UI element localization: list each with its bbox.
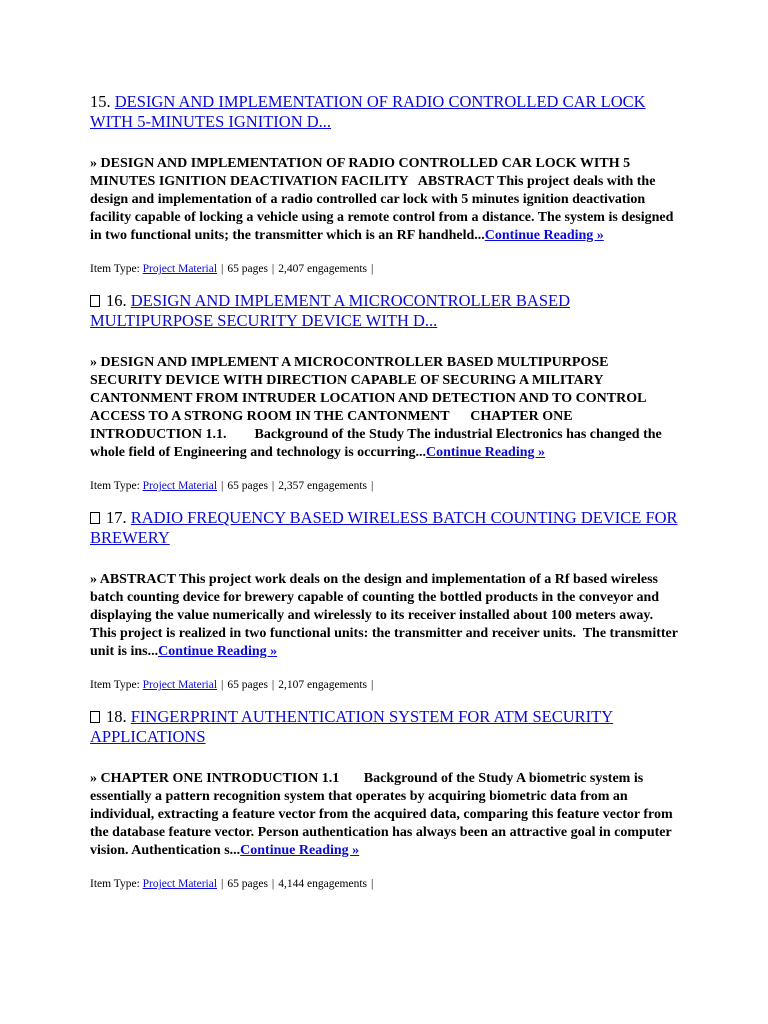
item-type-link[interactable]: Project Material: [142, 263, 218, 275]
meta-separator: |: [271, 480, 275, 492]
list-item: [90, 707, 680, 891]
item-meta: [90, 678, 680, 692]
meta-separator: |: [221, 263, 224, 275]
excerpt-text: » CHAPTER ONE INTRODUCTION 1.1 Background of the Study A biometric system is essentially a pattern recognition system that operates by acquiring biometric data from an individual, extracting a feature vector from the acquired data, comparing this feature vector from the database feature vector. Person authentication has always been an attractive goal in computer vision. Authentication s...: [90, 771, 677, 858]
item-type-link[interactable]: Project Material: [142, 480, 218, 492]
item-type-link[interactable]: Project Material: [142, 878, 218, 890]
page-count: 65 pages: [227, 679, 268, 691]
item-title-link[interactable]: FINGERPRINT AUTHENTICATION SYSTEM FOR ATM SECURITY APPLICATIONS: [90, 707, 614, 746]
meta-separator: |: [271, 679, 275, 691]
excerpt-text: » DESIGN AND IMPLEMENT A MICROCONTROLLER BASED MULTIPURPOSE SECURITY DEVICE WITH DIRECTION CAPABLE OF SECURING A MILITARY CANTONMENT FROM INTRUDER LOCATION AND DETECTION AND TO CONTROL ACCESS TO A STRONG ROOM IN THE CANTONMENT CHAPTER ONE INTRODUCTION 1.1. Background of the Study The industrial Electronics has changed the whole field of Engineering and technology is occurring...: [90, 355, 666, 460]
item-title-link[interactable]: DESIGN AND IMPLEMENTATION OF RADIO CONTROLLED CAR LOCK WITH 5-MINUTES IGNITION D...: [90, 92, 646, 131]
item-title: [90, 92, 680, 132]
excerpt-text: » ABSTRACT This project work deals on the design and implementation of a Rf based wireless batch counting device for brewery capable of counting the bottled products in the conveyor and displaying the value numerically and wirelessly to its receiver installed about 100 meters away. This project is realized in two functional units: the transmitter and receiver units. The transmitter unit is ins...: [90, 572, 682, 659]
page-count: 65 pages: [227, 878, 268, 890]
item-meta: [90, 262, 680, 276]
item-number: 16.: [106, 291, 127, 310]
item-title: [90, 707, 680, 747]
item-excerpt: [90, 354, 680, 462]
item-number: 17.: [106, 508, 127, 527]
item-number: 15.: [90, 92, 111, 111]
meta-separator: |: [371, 878, 374, 890]
meta-separator: |: [371, 679, 374, 691]
engagement-count: 4,144 engagements: [278, 878, 368, 890]
meta-separator: |: [371, 480, 374, 492]
item-meta: [90, 479, 680, 493]
meta-separator: |: [221, 679, 224, 691]
engagement-count: 2,357 engagements: [278, 480, 368, 492]
meta-separator: |: [221, 480, 224, 492]
item-title-link[interactable]: DESIGN AND IMPLEMENT A MICROCONTROLLER BASED MULTIPURPOSE SECURITY DEVICE WITH D...: [90, 291, 571, 330]
item-title: [90, 508, 680, 548]
meta-separator: |: [271, 263, 275, 275]
checkbox-glyph-icon: [90, 295, 100, 307]
item-excerpt: [90, 155, 680, 245]
engagement-count: 2,107 engagements: [278, 679, 368, 691]
list-item: [90, 92, 680, 276]
continue-reading-link[interactable]: Continue Reading »: [484, 228, 604, 243]
item-type-label: Item Type:: [90, 263, 140, 275]
continue-reading-link[interactable]: Continue Reading »: [240, 843, 360, 858]
item-type-label: Item Type:: [90, 878, 140, 890]
continue-reading-link[interactable]: Continue Reading »: [158, 644, 278, 659]
item-type-link[interactable]: Project Material: [142, 679, 218, 691]
results-list: [90, 92, 680, 906]
item-title-link[interactable]: RADIO FREQUENCY BASED WIRELESS BATCH COUNTING DEVICE FOR BREWERY: [90, 508, 678, 547]
checkbox-glyph-icon: [90, 711, 100, 723]
excerpt-text: » DESIGN AND IMPLEMENTATION OF RADIO CONTROLLED CAR LOCK WITH 5 MINUTES IGNITION DEACTIVATION FACILITY ABSTRACT This project deals with the design and implementation of a radio controlled car lock with 5 minutes ignition deactivation facility capable of locking a vehicle using a remote control from a distance. The system is designed in two functional units; the transmitter which is an RF handheld...: [90, 156, 677, 243]
page-count: 65 pages: [227, 480, 268, 492]
item-type-label: Item Type:: [90, 679, 140, 691]
item-excerpt: [90, 571, 680, 661]
checkbox-glyph-icon: [90, 512, 100, 524]
item-number: 18.: [106, 707, 127, 726]
page-count: 65 pages: [227, 263, 268, 275]
item-type-label: Item Type:: [90, 480, 140, 492]
engagement-count: 2,407 engagements: [278, 263, 368, 275]
list-item: [90, 291, 680, 493]
meta-separator: |: [221, 878, 224, 890]
list-item: [90, 508, 680, 692]
item-excerpt: [90, 770, 680, 860]
meta-separator: |: [271, 878, 275, 890]
continue-reading-link[interactable]: Continue Reading »: [426, 445, 546, 460]
meta-separator: |: [371, 263, 374, 275]
item-meta: [90, 877, 680, 891]
item-title: [90, 291, 680, 331]
